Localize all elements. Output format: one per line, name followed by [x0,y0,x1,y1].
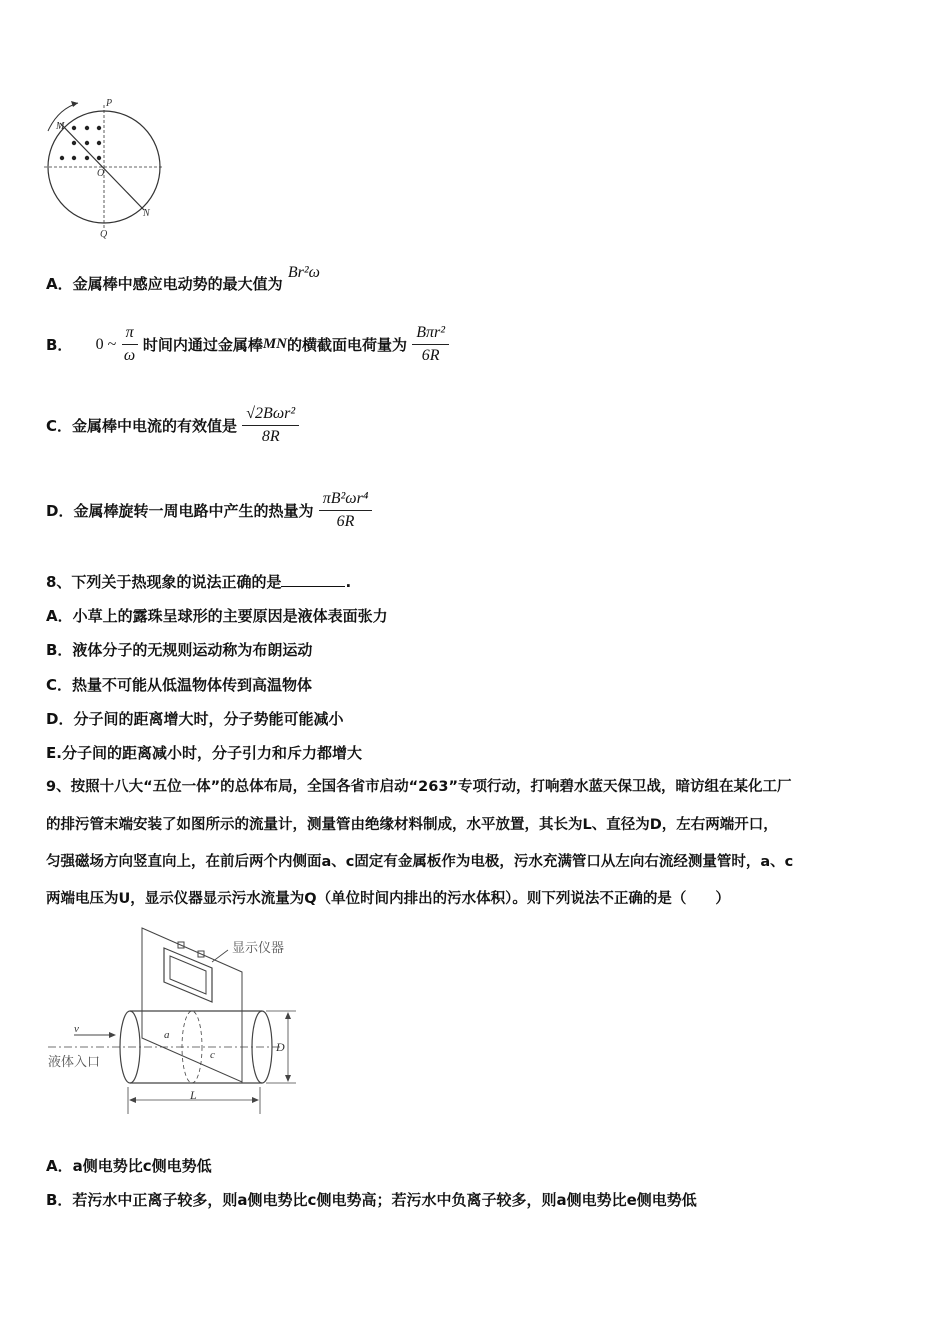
display-instrument-label: 显示仪器 [232,941,285,956]
label-c: c [210,1049,215,1061]
q8-option-e: E.分子间的距离减小时，分子引力和斥力都增大 [46,744,362,762]
q8-option-c: C．热量不可能从低温物体传到高温物体 [46,676,313,694]
q9-option-b: B．若污水中正离子较多，则a侧电势比c侧电势高；若污水中负离子较多，则a侧电势比e侧电势低 [46,1191,697,1209]
q8-option-d: D．分子间的距离增大时，分子势能可能减小 [46,710,344,728]
label-m: M [56,121,65,132]
label-d: D [276,1040,285,1054]
circle-field-figure [40,95,175,240]
q7-option-b: B． 0 ~ $\frac{\pi}{\omega}$ 时间内通过金属棒MN的横截面电荷量为 $\frac{\text{Bπr²}}{6R}$ [46,324,449,365]
q9-stem-line-3: 匀强磁场方向竖直向上，在前后两个内侧面a、c固定有金属板作为电极，污水充满管口从左向右流经测量管时，a、c [46,854,794,870]
label-p: P [106,98,113,109]
q9-option-a: A．a侧电势比c侧电势低 [46,1157,212,1175]
label-n: N [143,208,150,219]
inlet-label: 液体入口 [48,1055,101,1070]
q8-option-a: A．小草上的露珠呈球形的主要原因是液体表面张力 [46,607,388,625]
label-l: L [190,1088,197,1102]
q7-option-a: A．金属棒中感应电动势的最大值为 Br²ω [46,264,320,293]
q7-option-d: D．金属棒旋转一周电路中产生的热量为 $\frac{\text{πB²ωr⁴}}{6R}$ [46,490,372,531]
formula-a: Br²ω [287,264,320,281]
flowmeter-figure [44,922,314,1122]
label-v: v [74,1023,79,1035]
q9-stem-line-4: 两端电压为U，显示仪器显示污水流量为Q（单位时间内排出的污水体积）。则下列说法不正确的是（ ） [46,891,730,907]
label-a: a [164,1029,170,1041]
q9-stem-line-2: 的排污管末端安装了如图所示的流量计，测量管由绝缘材料制成，水平放置，其长为L、直径为D，左右两端开口， [46,817,778,833]
q8-stem: 8、下列关于热现象的说法正确的是 . [46,573,352,591]
q7-option-c: C．金属棒中电流的有效值是 $\frac{\text{√2Bωr²}}{8R}$ [46,405,299,446]
label-o: O [97,168,105,179]
label-q: Q [100,229,108,240]
q8-option-b: B．液体分子的无规则运动称为布朗运动 [46,641,313,659]
q9-stem-line-1: 9、按照十八大“五位一体”的总体布局，全国各省市启动“263”专项行动，打响碧水蓝天保卫战，暗访组在某化工厂 [46,779,792,795]
